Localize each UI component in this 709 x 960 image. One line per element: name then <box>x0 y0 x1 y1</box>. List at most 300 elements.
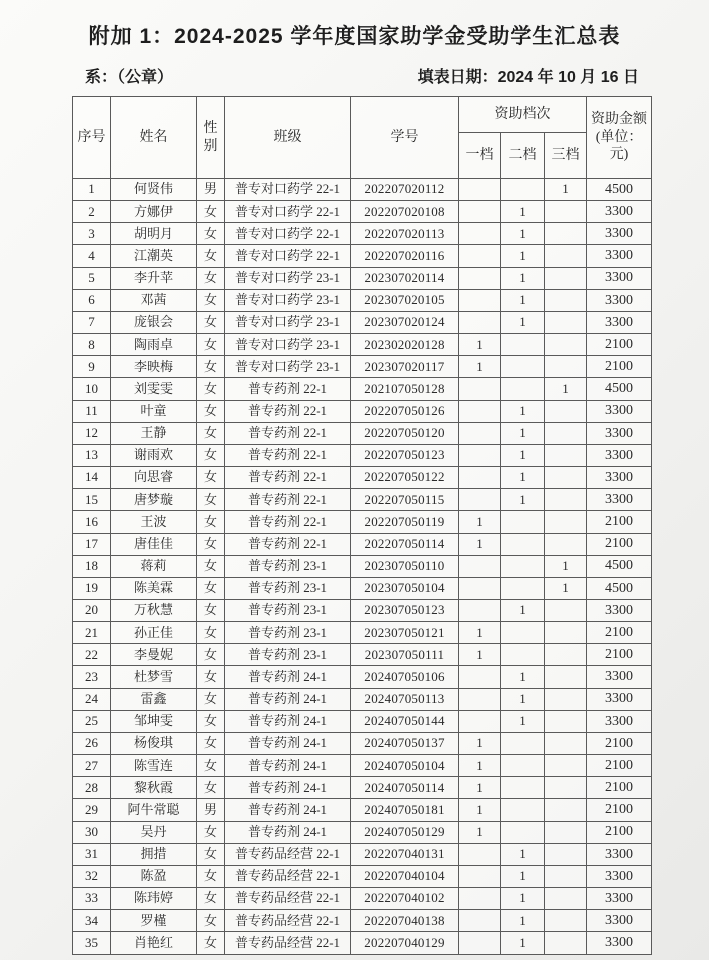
cell-amount: 3300 <box>587 311 652 333</box>
cell-student-id: 202307020114 <box>351 267 459 289</box>
cell-level3 <box>545 489 587 511</box>
cell-level2: 1 <box>501 289 545 311</box>
cell-amount: 2100 <box>587 622 652 644</box>
cell-class: 普专药剂 22-1 <box>225 400 351 422</box>
cell-level1: 1 <box>459 777 501 799</box>
cell-level2 <box>501 799 545 821</box>
cell-gender: 女 <box>197 888 225 910</box>
cell-gender: 女 <box>197 688 225 710</box>
cell-amount: 4500 <box>587 179 652 201</box>
cell-gender: 女 <box>197 444 225 466</box>
cell-amount: 3300 <box>587 201 652 223</box>
cell-name: 向思睿 <box>111 467 197 489</box>
cell-student-id: 202307050123 <box>351 599 459 621</box>
cell-level1 <box>459 710 501 732</box>
cell-amount: 3300 <box>587 422 652 444</box>
cell-level3: 1 <box>545 378 587 400</box>
cell-class: 普专药剂 24-1 <box>225 732 351 754</box>
cell-level3 <box>545 245 587 267</box>
cell-amount: 3300 <box>587 932 652 955</box>
cell-amount: 3300 <box>587 888 652 910</box>
cell-student-id: 202207020116 <box>351 245 459 267</box>
cell-level1: 1 <box>459 533 501 555</box>
cell-level2: 1 <box>501 599 545 621</box>
cell-name: 刘雯雯 <box>111 378 197 400</box>
header-level3: 三档 <box>545 133 587 179</box>
header-level1: 一档 <box>459 133 501 179</box>
cell-level1 <box>459 400 501 422</box>
cell-name: 蒋莉 <box>111 555 197 577</box>
cell-level1: 1 <box>459 644 501 666</box>
cell-level3 <box>545 865 587 887</box>
cell-class: 普专药剂 24-1 <box>225 755 351 777</box>
cell-name: 胡明月 <box>111 223 197 245</box>
cell-level2 <box>501 533 545 555</box>
cell-student-id: 202302020128 <box>351 334 459 356</box>
table-row <box>73 422 652 444</box>
cell-amount: 3300 <box>587 245 652 267</box>
cell-gender: 女 <box>197 533 225 555</box>
header-grant-level-group: 资助档次 <box>459 97 587 133</box>
cell-level1 <box>459 223 501 245</box>
header-level2: 二档 <box>501 133 545 179</box>
table-row <box>73 865 652 887</box>
header-student-id: 学号 <box>351 97 459 179</box>
cell-name: 唐佳佳 <box>111 533 197 555</box>
cell-index: 20 <box>73 599 111 621</box>
cell-index: 33 <box>73 888 111 910</box>
header-name: 姓名 <box>111 97 197 179</box>
cell-index: 9 <box>73 356 111 378</box>
cell-level2 <box>501 555 545 577</box>
cell-gender: 女 <box>197 400 225 422</box>
cell-name: 邓茜 <box>111 289 197 311</box>
table-row <box>73 223 652 245</box>
cell-name: 庞银会 <box>111 311 197 333</box>
cell-level1 <box>459 932 501 955</box>
cell-amount: 2100 <box>587 732 652 754</box>
cell-name: 雷鑫 <box>111 688 197 710</box>
cell-level1 <box>459 666 501 688</box>
cell-class: 普专药剂 24-1 <box>225 688 351 710</box>
form-date-label: 填表日期：2024 年 10 月 16 日 <box>417 69 639 86</box>
sub-header <box>85 64 639 87</box>
cell-class: 普专药品经营 22-1 <box>225 932 351 955</box>
cell-index: 23 <box>73 666 111 688</box>
header-index: 序号 <box>73 97 111 179</box>
cell-class: 普专药剂 22-1 <box>225 378 351 400</box>
cell-name: 陈美霖 <box>111 577 197 599</box>
cell-name: 李升苹 <box>111 267 197 289</box>
cell-level2 <box>501 622 545 644</box>
cell-index: 19 <box>73 577 111 599</box>
table-row <box>73 732 652 754</box>
cell-level1 <box>459 444 501 466</box>
table-row <box>73 267 652 289</box>
cell-amount: 3300 <box>587 599 652 621</box>
table-row <box>73 666 652 688</box>
cell-gender: 女 <box>197 777 225 799</box>
cell-student-id: 202407050113 <box>351 688 459 710</box>
cell-level1: 1 <box>459 622 501 644</box>
cell-gender: 女 <box>197 555 225 577</box>
cell-student-id: 202207040102 <box>351 888 459 910</box>
cell-student-id: 202307020117 <box>351 356 459 378</box>
cell-index: 3 <box>73 223 111 245</box>
table-row <box>73 777 652 799</box>
cell-gender: 女 <box>197 710 225 732</box>
cell-class: 普专药剂 24-1 <box>225 710 351 732</box>
cell-level3 <box>545 777 587 799</box>
cell-student-id: 202207050120 <box>351 422 459 444</box>
cell-amount: 3300 <box>587 267 652 289</box>
cell-name: 陈盈 <box>111 865 197 887</box>
cell-student-id: 202207040138 <box>351 910 459 932</box>
cell-class: 普专对口药学 22-1 <box>225 245 351 267</box>
table-row <box>73 910 652 932</box>
cell-level3 <box>545 644 587 666</box>
cell-level1 <box>459 688 501 710</box>
cell-class: 普专药剂 22-1 <box>225 444 351 466</box>
cell-class: 普专药剂 22-1 <box>225 533 351 555</box>
cell-level1 <box>459 599 501 621</box>
cell-class: 普专对口药学 22-1 <box>225 179 351 201</box>
cell-amount: 2100 <box>587 533 652 555</box>
cell-class: 普专药剂 24-1 <box>225 777 351 799</box>
cell-level2 <box>501 179 545 201</box>
cell-class: 普专对口药学 22-1 <box>225 201 351 223</box>
cell-level3: 1 <box>545 555 587 577</box>
cell-level2 <box>501 777 545 799</box>
table-row <box>73 511 652 533</box>
cell-index: 7 <box>73 311 111 333</box>
cell-level1: 1 <box>459 511 501 533</box>
cell-index: 26 <box>73 732 111 754</box>
cell-gender: 女 <box>197 732 225 754</box>
cell-student-id: 202407050129 <box>351 821 459 843</box>
cell-level2: 1 <box>501 910 545 932</box>
cell-level1 <box>459 865 501 887</box>
cell-amount: 3300 <box>587 843 652 865</box>
table-header <box>73 97 652 179</box>
cell-class: 普专药剂 24-1 <box>225 799 351 821</box>
cell-level3 <box>545 755 587 777</box>
table-row <box>73 378 652 400</box>
cell-name: 万秋慧 <box>111 599 197 621</box>
cell-gender: 男 <box>197 799 225 821</box>
cell-level3 <box>545 910 587 932</box>
cell-class: 普专药剂 23-1 <box>225 599 351 621</box>
cell-amount: 3300 <box>587 666 652 688</box>
cell-student-id: 202407050144 <box>351 710 459 732</box>
cell-level3: 1 <box>545 179 587 201</box>
cell-gender: 女 <box>197 511 225 533</box>
cell-level2: 1 <box>501 311 545 333</box>
cell-index: 13 <box>73 444 111 466</box>
cell-level2 <box>501 511 545 533</box>
cell-student-id: 202407050114 <box>351 777 459 799</box>
cell-student-id: 202307050110 <box>351 555 459 577</box>
cell-gender: 女 <box>197 622 225 644</box>
cell-name: 黎秋霞 <box>111 777 197 799</box>
cell-level2: 1 <box>501 245 545 267</box>
cell-amount: 2100 <box>587 644 652 666</box>
table-row <box>73 444 652 466</box>
cell-class: 普专药剂 23-1 <box>225 577 351 599</box>
cell-level2 <box>501 732 545 754</box>
table-row <box>73 843 652 865</box>
cell-level3 <box>545 666 587 688</box>
cell-student-id: 202107050128 <box>351 378 459 400</box>
cell-level3 <box>545 444 587 466</box>
cell-level1: 1 <box>459 755 501 777</box>
cell-gender: 女 <box>197 334 225 356</box>
cell-gender: 女 <box>197 267 225 289</box>
cell-amount: 3300 <box>587 489 652 511</box>
cell-level1: 1 <box>459 799 501 821</box>
cell-level1 <box>459 201 501 223</box>
cell-index: 2 <box>73 201 111 223</box>
cell-index: 32 <box>73 865 111 887</box>
cell-amount: 4500 <box>587 577 652 599</box>
cell-student-id: 202207040129 <box>351 932 459 955</box>
cell-student-id: 202407050181 <box>351 799 459 821</box>
cell-index: 6 <box>73 289 111 311</box>
cell-student-id: 202307020105 <box>351 289 459 311</box>
cell-class: 普专药剂 22-1 <box>225 489 351 511</box>
cell-name: 谢雨欢 <box>111 444 197 466</box>
cell-level2 <box>501 378 545 400</box>
cell-level3 <box>545 400 587 422</box>
table-row <box>73 644 652 666</box>
cell-name: 罗槿 <box>111 910 197 932</box>
cell-index: 24 <box>73 688 111 710</box>
cell-index: 31 <box>73 843 111 865</box>
table-row <box>73 710 652 732</box>
cell-level3: 1 <box>545 577 587 599</box>
cell-name: 王静 <box>111 422 197 444</box>
table-row <box>73 356 652 378</box>
cell-index: 15 <box>73 489 111 511</box>
cell-amount: 3300 <box>587 223 652 245</box>
cell-class: 普专对口药学 23-1 <box>225 267 351 289</box>
cell-index: 22 <box>73 644 111 666</box>
cell-class: 普专药剂 23-1 <box>225 555 351 577</box>
department-label: 系：（公章） <box>85 69 174 86</box>
cell-amount: 2100 <box>587 334 652 356</box>
cell-index: 30 <box>73 821 111 843</box>
table-row <box>73 599 652 621</box>
cell-level1 <box>459 289 501 311</box>
cell-class: 普专对口药学 23-1 <box>225 311 351 333</box>
cell-class: 普专药剂 24-1 <box>225 821 351 843</box>
cell-name: 吴丹 <box>111 821 197 843</box>
cell-level1 <box>459 267 501 289</box>
cell-level2: 1 <box>501 888 545 910</box>
cell-name: 叶童 <box>111 400 197 422</box>
cell-student-id: 202307020124 <box>351 311 459 333</box>
cell-student-id: 202207050115 <box>351 489 459 511</box>
cell-student-id: 202307050121 <box>351 622 459 644</box>
cell-level2 <box>501 644 545 666</box>
cell-class: 普专药剂 23-1 <box>225 644 351 666</box>
cell-level1: 1 <box>459 732 501 754</box>
table-row <box>73 932 652 955</box>
cell-amount: 2100 <box>587 821 652 843</box>
cell-student-id: 202207050114 <box>351 533 459 555</box>
cell-name: 拥措 <box>111 843 197 865</box>
cell-level1 <box>459 467 501 489</box>
cell-level1 <box>459 577 501 599</box>
cell-amount: 2100 <box>587 777 652 799</box>
cell-gender: 女 <box>197 201 225 223</box>
cell-level2: 1 <box>501 201 545 223</box>
cell-index: 4 <box>73 245 111 267</box>
cell-index: 11 <box>73 400 111 422</box>
cell-level2: 1 <box>501 400 545 422</box>
cell-class: 普专药剂 22-1 <box>225 511 351 533</box>
cell-level2: 1 <box>501 710 545 732</box>
cell-level3 <box>545 843 587 865</box>
cell-level2: 1 <box>501 223 545 245</box>
cell-class: 普专对口药学 23-1 <box>225 289 351 311</box>
cell-index: 12 <box>73 422 111 444</box>
cell-name: 江潮英 <box>111 245 197 267</box>
cell-name: 方娜伊 <box>111 201 197 223</box>
cell-index: 27 <box>73 755 111 777</box>
cell-gender: 女 <box>197 755 225 777</box>
cell-level1 <box>459 910 501 932</box>
header-gender: 性别 <box>197 97 225 179</box>
cell-level2 <box>501 821 545 843</box>
table-row <box>73 467 652 489</box>
cell-name: 李映梅 <box>111 356 197 378</box>
table-row <box>73 334 652 356</box>
cell-gender: 女 <box>197 644 225 666</box>
cell-level2 <box>501 577 545 599</box>
cell-level3 <box>545 511 587 533</box>
cell-level2: 1 <box>501 932 545 955</box>
grant-summary-table <box>72 96 652 955</box>
cell-level3 <box>545 932 587 955</box>
cell-gender: 女 <box>197 577 225 599</box>
cell-gender: 女 <box>197 865 225 887</box>
cell-level1 <box>459 245 501 267</box>
cell-student-id: 202207050123 <box>351 444 459 466</box>
cell-name: 孙正佳 <box>111 622 197 644</box>
cell-index: 18 <box>73 555 111 577</box>
header-class: 班级 <box>225 97 351 179</box>
cell-amount: 2100 <box>587 799 652 821</box>
cell-name: 陶雨卓 <box>111 334 197 356</box>
cell-class: 普专药品经营 22-1 <box>225 843 351 865</box>
cell-level1 <box>459 843 501 865</box>
cell-gender: 女 <box>197 599 225 621</box>
cell-student-id: 202307050111 <box>351 644 459 666</box>
cell-index: 8 <box>73 334 111 356</box>
cell-gender: 女 <box>197 289 225 311</box>
cell-index: 14 <box>73 467 111 489</box>
cell-student-id: 202407050106 <box>351 666 459 688</box>
cell-name: 阿牛常聪 <box>111 799 197 821</box>
cell-class: 普专药品经营 22-1 <box>225 910 351 932</box>
cell-student-id: 202207020108 <box>351 201 459 223</box>
cell-amount: 2100 <box>587 511 652 533</box>
cell-student-id: 202207050126 <box>351 400 459 422</box>
cell-class: 普专对口药学 22-1 <box>225 223 351 245</box>
cell-index: 21 <box>73 622 111 644</box>
cell-amount: 2100 <box>587 356 652 378</box>
cell-gender: 女 <box>197 666 225 688</box>
cell-level3 <box>545 334 587 356</box>
cell-gender: 女 <box>197 932 225 955</box>
table-row <box>73 755 652 777</box>
cell-level3 <box>545 422 587 444</box>
cell-level3 <box>545 311 587 333</box>
cell-index: 35 <box>73 932 111 955</box>
cell-class: 普专对口药学 23-1 <box>225 356 351 378</box>
cell-name: 唐梦璇 <box>111 489 197 511</box>
table-row <box>73 179 652 201</box>
table-row <box>73 245 652 267</box>
cell-level3 <box>545 821 587 843</box>
cell-gender: 女 <box>197 422 225 444</box>
cell-level3 <box>545 732 587 754</box>
cell-index: 29 <box>73 799 111 821</box>
cell-amount: 3300 <box>587 865 652 887</box>
table-row <box>73 533 652 555</box>
cell-class: 普专药剂 23-1 <box>225 622 351 644</box>
table-row <box>73 311 652 333</box>
cell-amount: 3300 <box>587 400 652 422</box>
cell-index: 1 <box>73 179 111 201</box>
cell-amount: 3300 <box>587 289 652 311</box>
table-row <box>73 821 652 843</box>
cell-gender: 男 <box>197 179 225 201</box>
cell-amount: 4500 <box>587 378 652 400</box>
cell-level1 <box>459 489 501 511</box>
cell-name: 杜梦雪 <box>111 666 197 688</box>
table-row <box>73 577 652 599</box>
cell-index: 5 <box>73 267 111 289</box>
cell-level1: 1 <box>459 821 501 843</box>
cell-student-id: 202407050104 <box>351 755 459 777</box>
cell-index: 34 <box>73 910 111 932</box>
table-row <box>73 555 652 577</box>
cell-level2: 1 <box>501 843 545 865</box>
header-amount: 资助金额(单位：元) <box>587 97 652 179</box>
cell-index: 25 <box>73 710 111 732</box>
cell-class: 普专药剂 22-1 <box>225 422 351 444</box>
cell-index: 16 <box>73 511 111 533</box>
cell-gender: 女 <box>197 223 225 245</box>
cell-student-id: 202207050119 <box>351 511 459 533</box>
cell-name: 杨俊琪 <box>111 732 197 754</box>
cell-level3 <box>545 223 587 245</box>
cell-level2: 1 <box>501 422 545 444</box>
cell-name: 陈雪连 <box>111 755 197 777</box>
cell-level2 <box>501 755 545 777</box>
cell-level3 <box>545 467 587 489</box>
cell-level2: 1 <box>501 267 545 289</box>
cell-gender: 女 <box>197 910 225 932</box>
cell-amount: 2100 <box>587 755 652 777</box>
table-row <box>73 400 652 422</box>
cell-name: 王波 <box>111 511 197 533</box>
cell-level1 <box>459 378 501 400</box>
cell-student-id: 202207050122 <box>351 467 459 489</box>
cell-amount: 3300 <box>587 710 652 732</box>
